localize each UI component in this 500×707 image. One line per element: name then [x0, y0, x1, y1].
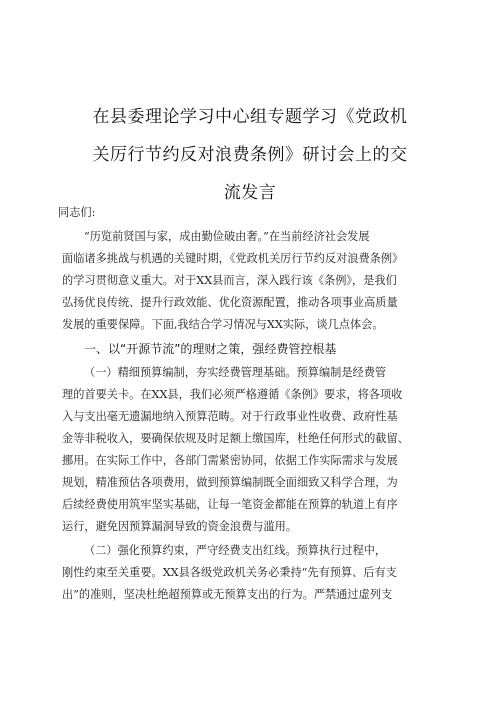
paragraph-line: （二）强化预算约束，严守经费支出红线。预算执行过程中，	[84, 544, 387, 557]
paragraph-line: 弘扬优良传统、提升行政效能、优化资源配置，推动各项事业高质量	[62, 296, 398, 309]
paragraph-line: 发展的重要保障。下面,我结合学习情况与XX实际，谈几点体会。	[62, 318, 384, 331]
title-line: 流发言	[223, 183, 277, 203]
paragraph-line: 出”的准则，坚决杜绝超预算或无预算支出的行为。严禁通过虚列支	[62, 588, 393, 601]
paragraph-line: 挪用。在实际工作中，各部门需紧密协同，依据工作实际需求与发展	[62, 454, 398, 467]
paragraph-line: 的学习贯彻意义重大。对于XX县而言，深入践行该《条例》，是我们	[62, 274, 397, 287]
section-heading: 一、以“开源节流”的理财之策，强经费管控根基	[84, 342, 337, 356]
title-line: 在县委理论学习中心组专题学习《党政机	[92, 107, 408, 127]
paragraph-line: 后续经费使用筑牢坚实基础，让每一笔资金都能在预算的轨道上有序	[62, 498, 398, 511]
document-title	[60, 100, 440, 214]
paragraph-line: “历览前贤国与家，成由勤俭破由奢。”在当前经济社会发展	[84, 230, 370, 243]
paragraph-line: 理的首要关卡。在XX县，我们必须严格遵循《条例》要求，将各项收	[62, 388, 403, 401]
title-line: 关厉行节约反对浪费条例》研讨会上的交	[92, 145, 408, 165]
paragraph-line: 运行，避免因预算漏洞导致的资金浪费与滥用。	[62, 520, 297, 533]
paragraph-line: 刚性约束至关重要。XX县各级党政机关务必秉持“先有预算、后有支	[62, 566, 397, 579]
paragraph-line: 金等非税收入，要确保依规及时足额上缴国库，杜绝任何形式的截留、	[62, 432, 409, 445]
paragraph-line: （一）精细预算编制，夯实经费管理基础。预算编制是经费管	[84, 366, 387, 379]
paragraph-line: 面临诸多挑战与机遇的关键时期，《党政机关厉行节约反对浪费条例》	[62, 252, 404, 265]
paragraph-line: 规划，精准预估各项费用，做到预算编制既全面细致又科学合理，为	[62, 476, 398, 489]
paragraph-line: 入与支出毫无遗漏地纳入预算范畴。对于行政事业性收费、政府性基	[62, 410, 398, 423]
salutation: 同志们:	[58, 206, 96, 219]
